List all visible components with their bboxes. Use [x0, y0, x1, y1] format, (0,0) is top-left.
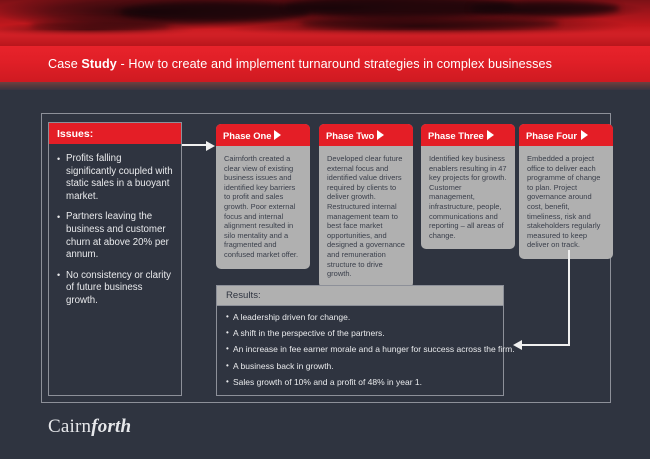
- issues-heading: Issues:: [57, 127, 94, 140]
- list-item: • Sales growth of 10% and a profit of 48% in year 1.: [226, 377, 495, 388]
- logo-part-two: forth: [91, 416, 132, 437]
- connector-vertical-line: [568, 250, 570, 346]
- phase-one-label: Phase One: [223, 129, 272, 141]
- cloud-shape: [120, 2, 310, 22]
- phase-two-label: Phase Two: [326, 129, 375, 141]
- results-body: [217, 306, 515, 397]
- phase-two-header: [319, 124, 413, 146]
- list-item: • Partners leaving the business and customer churn at above 20% per annum.: [57, 211, 174, 261]
- list-item: • A business back in growth.: [226, 361, 495, 372]
- issues-list: [57, 153, 174, 308]
- list-item: • An increase in fee earner morale and a hunger for success across the firm.: [226, 344, 495, 355]
- phase-four-label: Phase Four: [526, 129, 578, 141]
- page-title-strong: Study: [81, 57, 117, 71]
- title-under-strip: [0, 82, 650, 90]
- triangle-right-icon: [274, 130, 281, 140]
- list-item: • No consistency or clarity of future business growth.: [57, 270, 174, 308]
- issues-panel: [48, 122, 182, 396]
- list-item: • Profits falling significantly coupled with static sales in a buoyant market.: [57, 153, 174, 203]
- list-item: • A shift in the perspective of the partners.: [226, 328, 495, 339]
- connector-horizontal-line: [522, 344, 570, 346]
- issues-header: [49, 123, 181, 144]
- phase-three-label: Phase Three: [428, 129, 484, 141]
- triangle-right-icon: [377, 130, 384, 140]
- page-title-rest: - How to create and implement turnaround strategies in complex businesses: [116, 57, 552, 71]
- hero-sky-image: [0, 0, 650, 46]
- results-heading: Results:: [226, 290, 261, 301]
- triangle-right-icon: [581, 130, 588, 140]
- phase-one-body: [216, 146, 310, 269]
- phase-four-text: Embedded a project office to deliver each programme of change to plan. Project governance around cost, benefit, timeliness, risk and stakeholders regularly measured to keep deliver on track.: [527, 154, 601, 250]
- list-item: • A leadership driven for change.: [226, 312, 495, 323]
- cloud-shape: [470, 1, 620, 16]
- arrow-head: [206, 141, 215, 151]
- cloud-shape: [300, 17, 560, 30]
- triangle-right-icon: [487, 130, 494, 140]
- page-title: [0, 57, 552, 71]
- phase-three-body: [421, 146, 515, 249]
- phase-one-header: [216, 124, 310, 146]
- phase-three-header: [421, 124, 515, 146]
- phase-four-body: [519, 146, 613, 259]
- phase-card-one: [216, 124, 310, 269]
- title-bar: [0, 46, 650, 82]
- arrow-shaft: [182, 144, 207, 146]
- issues-body: [49, 144, 181, 322]
- results-panel: [216, 285, 515, 396]
- phase-card-three: [421, 124, 515, 249]
- results-header: [217, 286, 503, 306]
- phase-four-header: [519, 124, 613, 146]
- phase-two-body: [319, 146, 413, 288]
- logo: [48, 416, 131, 438]
- logo-part-one: Cairn: [48, 416, 92, 437]
- phase-three-text: Identified key business enablers resulting in 47 key projects for growth. Customer management, infrastructure, people, communications and reporting – all areas of change.: [429, 154, 507, 240]
- results-list: [226, 312, 515, 388]
- phase-card-four: [519, 124, 613, 259]
- hero-horizon-band: [0, 30, 650, 46]
- phase-one-text: Cairnforth created a clear view of existing business issues and identified key barriers to profit and sales growth. Poor external focus and internal alignment resulted in silo mentality and a fragmented and confused market offer.: [224, 154, 299, 259]
- page-title-prefix: Case: [48, 57, 82, 71]
- phase-two-text: Developed clear future external focus and identified value drivers required by clients to deliver growth. Restructured internal management team to best face market opportunities, and designed a governance and remuneration structure to drive growth.: [327, 154, 405, 279]
- arrow-right-icon: [182, 141, 216, 150]
- phase-card-two: [319, 124, 413, 288]
